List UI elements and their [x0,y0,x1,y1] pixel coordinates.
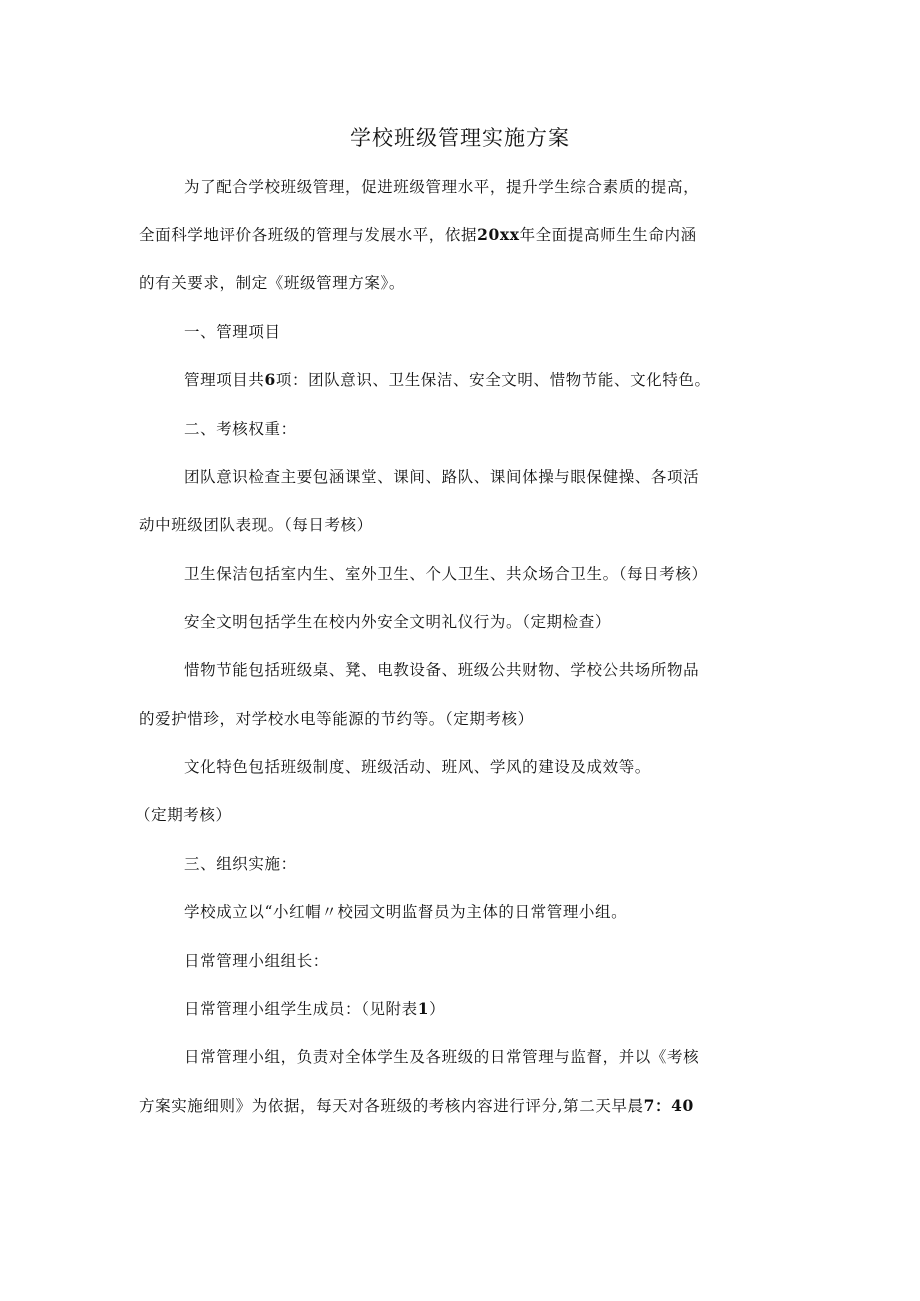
paragraph-line: 卫生保洁包括室内生、室外卫生、个人卫生、共众场合卫生。（每日考核） [184,565,708,583]
paragraph-line: 日常管理小组，负责对全体学生及各班级的日常管理与监督，并以《考核 [184,1048,700,1066]
document-title: 学校班级管理实施方案 [350,126,570,150]
time-text: 7：40 [643,1096,694,1115]
paragraph-line: 文化特色包括班级制度、班级活动、班风、学风的建设及成效等。 [184,758,651,776]
section-heading: 一、管理项目 [184,323,281,341]
count-text: 6 [264,370,276,389]
paragraph-line: 日常管理小组组长： [184,952,329,970]
paragraph-line: 动中班级团队表现。（每日考核） [139,516,373,534]
appendix-number: 1 [417,999,430,1018]
paragraph-line: 学校成立以“小红帽〃校园文明监督员为主体的日常管理小组。 [184,903,628,921]
section-heading: 二、考核权重： [184,420,297,438]
paragraph-line: 方案实施细则》为依据，每天对各班级的考核内容进行评分,第二天早晨7：40 [139,1096,694,1115]
paragraph-line: 安全文明包括学生在校内外安全文明礼仪行为。（定期检查） [184,613,611,631]
paragraph-line: （定期考核） [135,806,232,824]
paragraph-line: 惜物节能包括班级桌、凳、电教设备、班级公共财物、学校公共场所物品 [184,661,700,679]
paragraph-line: 管理项目共6项：团队意识、卫生保洁、安全文明、惜物节能、文化特色。 [184,370,711,389]
paragraph-line: 日常管理小组学生成员：（见附表1） [184,999,446,1018]
section-heading: 三、组织实施： [184,855,297,873]
paragraph-line: 全面科学地评价各班级的管理与发展水平，依据20xx年全面提高师生生命内涵 [139,225,697,244]
paragraph-line: 的有关要求，制定《班级管理方案》。 [139,274,405,292]
paragraph-line: 为了配合学校班级管理，促进班级管理水平，提升学生综合素质的提高， [184,178,700,196]
paragraph-line: 的爱护惜珍，对学校水电等能源的节约等。（定期考核） [139,710,534,728]
paragraph-line: 团队意识检查主要包涵课堂、课间、路队、课间体操与眼保健操、各项活 [184,468,700,486]
year-text: 20xx [477,225,520,244]
